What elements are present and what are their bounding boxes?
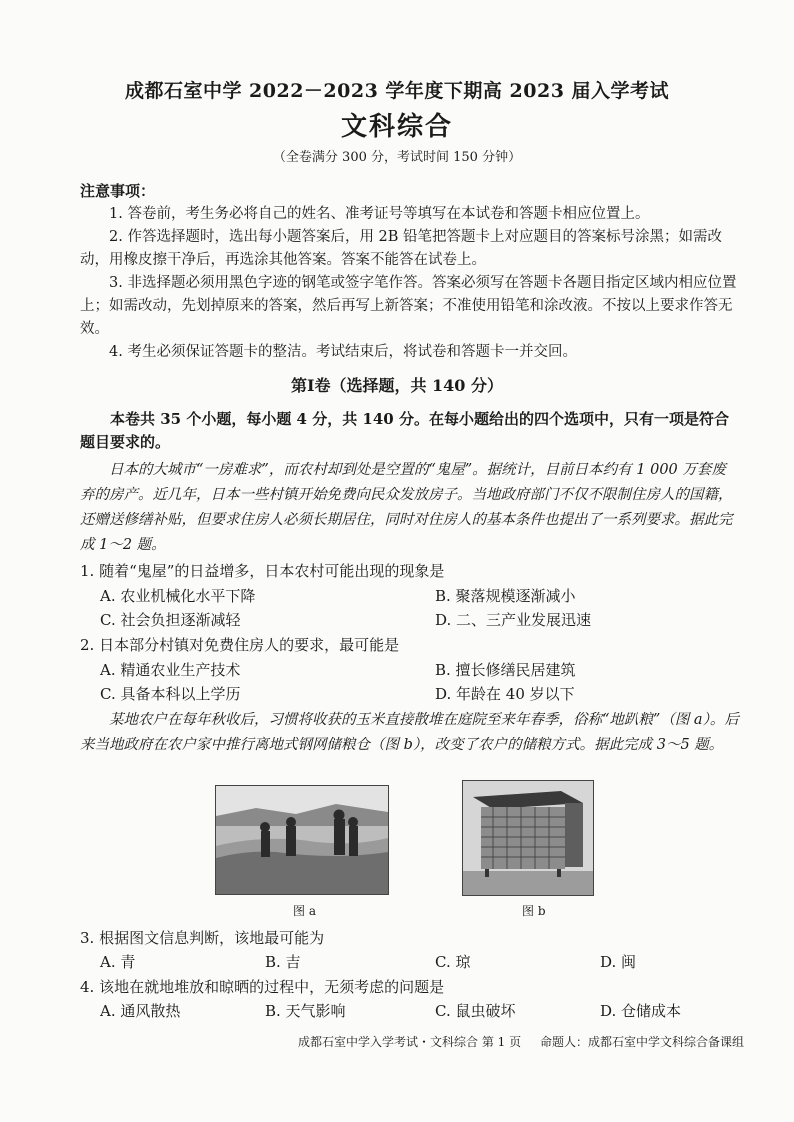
figure-a-photo [215,785,389,895]
q4-option-c: C. 鼠虫破坏 [435,1002,516,1020]
figure-a-caption: 图 a [293,904,316,918]
reading-passage-2: 某地农户在每年秋收后，习惯将收获的玉米直接散堆在庭院至来年春季，俗称“地趴粮”（图 a）。后来当地政府在农户家中推行离地式钢网储粮仓（图 b），改变了农户的储粮方式。据此完成 3～5 题。 [80,712,739,753]
q1-option-c: C. 社会负担逐渐减轻 [100,611,241,629]
q2-option-c: C. 具备本科以上学历 [100,685,241,703]
question-3-stem: 3. 根据图文信息判断，该地最可能为 [80,929,325,947]
q4-option-a: A. 通风散热 [100,1002,181,1020]
q1-option-d: D. 二、三产业发展迅速 [435,611,592,629]
notice-item: 3. 非选择题必须用黑色字迹的钢笔或签字笔作答。答案必须写在答题卡各题目指定区域内相应位置上；如需改动，先划掉原来的答案，然后再写上新答案；不准使用铅笔和涂改液。不按以上要求作答无效。 [80,275,737,337]
q1-option-a: A. 农业机械化水平下降 [100,587,256,605]
notice-item: 1. 答卷前，考生务必将自己的姓名、准考证号等填写在本试卷和答题卡相应位置上。 [109,206,650,222]
subject-title: 文科综合 [340,112,453,142]
question-4-stem: 4. 该地在就地堆放和晾晒的过程中，无须考虑的问题是 [80,978,445,996]
q2-option-a: A. 精通农业生产技术 [100,661,241,679]
q3-option-b: B. 吉 [265,953,301,971]
section-title: 第Ⅰ卷（选择题，共 140 分） [290,376,504,395]
reading-passage-1: 日本的大城市“一房难求”，而农村却到处是空置的“鬼屋”。据统计，目前日本约有 1 000 万套废弃的房产。近几年，日本一些村镇开始免费向民众发放房子。当地政府部门不仅不限制住房人的国籍，还赠送修缮补贴，但要求住房人必须长期居住，同时对住房人的基本条件也提出了一系列要求。据此完成 1～2 题。 [80,462,733,553]
q4-option-d: D. 仓储成本 [600,1002,682,1020]
exam-subtitle: （全卷满分 300 分，考试时间 150 分钟） [272,150,522,165]
question-1-stem: 1. 随着“鬼屋”的日益增多，日本农村可能出现的现象是 [80,562,445,580]
q2-option-d: D. 年龄在 40 岁以下 [435,685,575,703]
q3-option-d: D. 闽 [600,953,637,971]
notice-item: 2. 作答选择题时，选出每小题答案后，用 2B 铅笔把答题卡上对应题目的答案标号涂黑；如需改动，用橡皮擦干净后，再选涂其他答案。答案不能答在试卷上。 [80,229,723,268]
q3-option-a: A. 青 [100,953,136,971]
notice-heading: 注意事项： [80,182,156,200]
section-intro: 本卷共 35 个小题，每小题 4 分，共 140 分。在每小题给出的四个选项中，只有一项是符合题目要求的。 [80,410,729,451]
q1-option-b: B. 聚落规模逐渐减小 [435,587,576,605]
question-2-stem: 2. 日本部分村镇对免费住房人的要求，最可能是 [80,636,400,654]
notice-list [80,203,740,364]
figure-b-caption: 图 b [522,904,546,918]
q3-option-c: C. 琼 [435,953,471,971]
q2-option-b: B. 擅长修缮民居建筑 [435,661,576,679]
footer-author: 命题人：成都石室中学文科综合备课组 [540,1035,745,1049]
exam-title: 成都石室中学 2022－2023 学年度下期高 2023 届入学考试 [124,80,670,102]
figure-b-photo [462,780,594,896]
notice-item: 4. 考生必须保证答题卡的整洁。考试结束后，将试卷和答题卡一并交回。 [109,344,577,360]
footer-page-info: 成都石室中学入学考试・文科综合 第 1 页 [298,1035,522,1049]
q4-option-b: B. 天气影响 [265,1002,346,1020]
